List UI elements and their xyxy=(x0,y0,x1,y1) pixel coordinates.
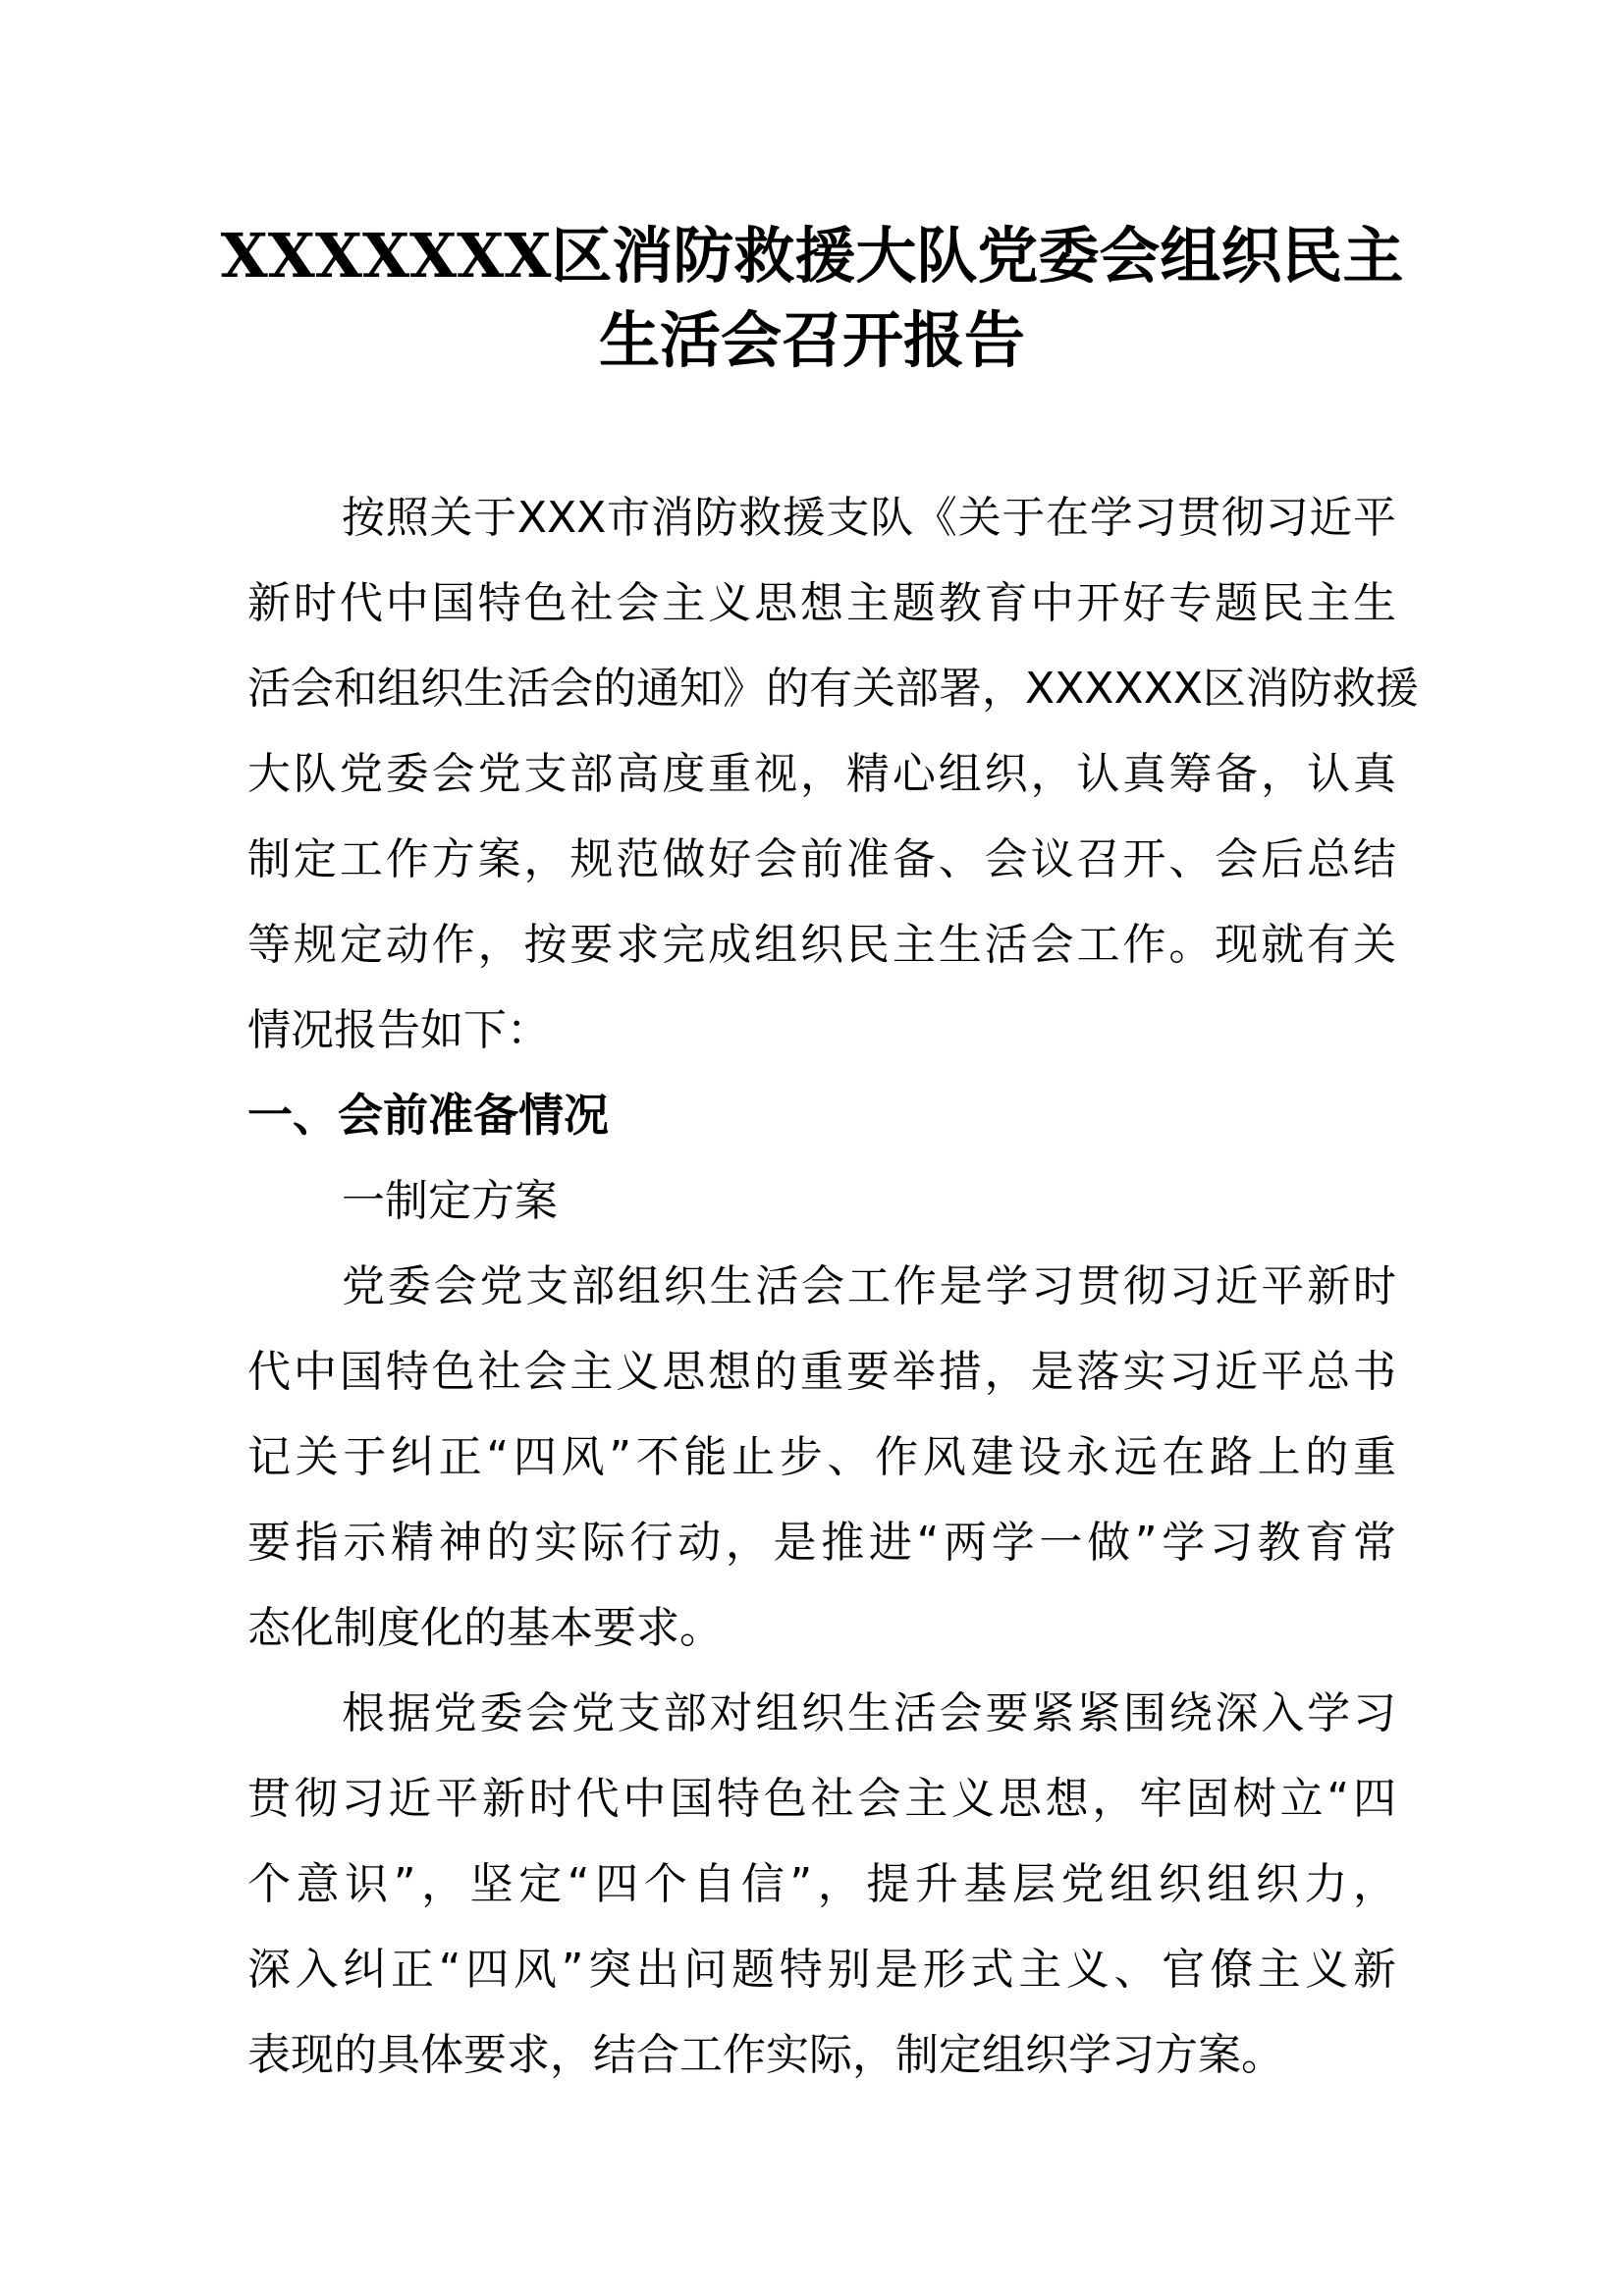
text-line: 党委会党支部组织生活会工作是学习贯彻习近平新时 xyxy=(342,1261,1396,1311)
subsection-heading: 一制定方案 xyxy=(342,1176,558,1226)
section-heading: 一、会前准备情况 xyxy=(247,1089,609,1142)
document-title xyxy=(196,214,1428,383)
text-line: 根据党委会党支部对组织生活会要紧紧围绕深入学习 xyxy=(342,1688,1396,1738)
title-line-1: XXXXXXX区消防救援大队党委会组织民主 xyxy=(220,220,1404,292)
text-line: 制定工作方案，规范做好会前准备、会议召开、会后总结 xyxy=(247,834,1396,884)
text-line: 贯彻习近平新时代中国特色社会主义思想，牢固树立“四 xyxy=(247,1774,1396,1824)
text-line: 按照关于XXX市消防救援支队《关于在学习贯彻习近平 xyxy=(342,493,1396,543)
text-line: 要指示精神的实际行动，是推进“两学一做”学习教育常 xyxy=(247,1518,1396,1568)
text-line: 情况报告如下： xyxy=(247,1005,550,1055)
section-paragraph-2 xyxy=(247,1671,1396,2098)
text-line: 等规定动作，按要求完成组织民主生活会工作。现就有关 xyxy=(247,920,1396,970)
text-line: 记关于纠正“四风”不能止步、作风建设永远在路上的重 xyxy=(247,1432,1396,1482)
text-line: 大队党委会党支部高度重视，精心组织，认真筹备，认真 xyxy=(247,749,1396,799)
title-line-2: 生活会召开报告 xyxy=(598,304,1025,376)
section-paragraph-1 xyxy=(247,1244,1396,1671)
text-line: 代中国特色社会主义思想的重要举措，是落实习近平总书 xyxy=(247,1347,1396,1397)
text-line: 态化制度化的基本要求。 xyxy=(247,1603,723,1653)
text-line: 个意识”，坚定“四个自信”，提升基层党组织组织力， xyxy=(247,1859,1396,1909)
text-line: 表现的具体要求，结合工作实际，制定组织学习方案。 xyxy=(247,2030,1284,2080)
text-line: 活会和组织生活会的通知》的有关部署，XXXXXX区消防救援 xyxy=(247,664,1419,714)
document-body xyxy=(247,475,1419,2098)
text-line: 深入纠正“四风”突出问题特别是形式主义、官僚主义新 xyxy=(247,1945,1396,1995)
intro-paragraph xyxy=(247,475,1419,1073)
text-line: 新时代中国特色社会主义思想主题教育中开好专题民主生 xyxy=(247,578,1396,628)
